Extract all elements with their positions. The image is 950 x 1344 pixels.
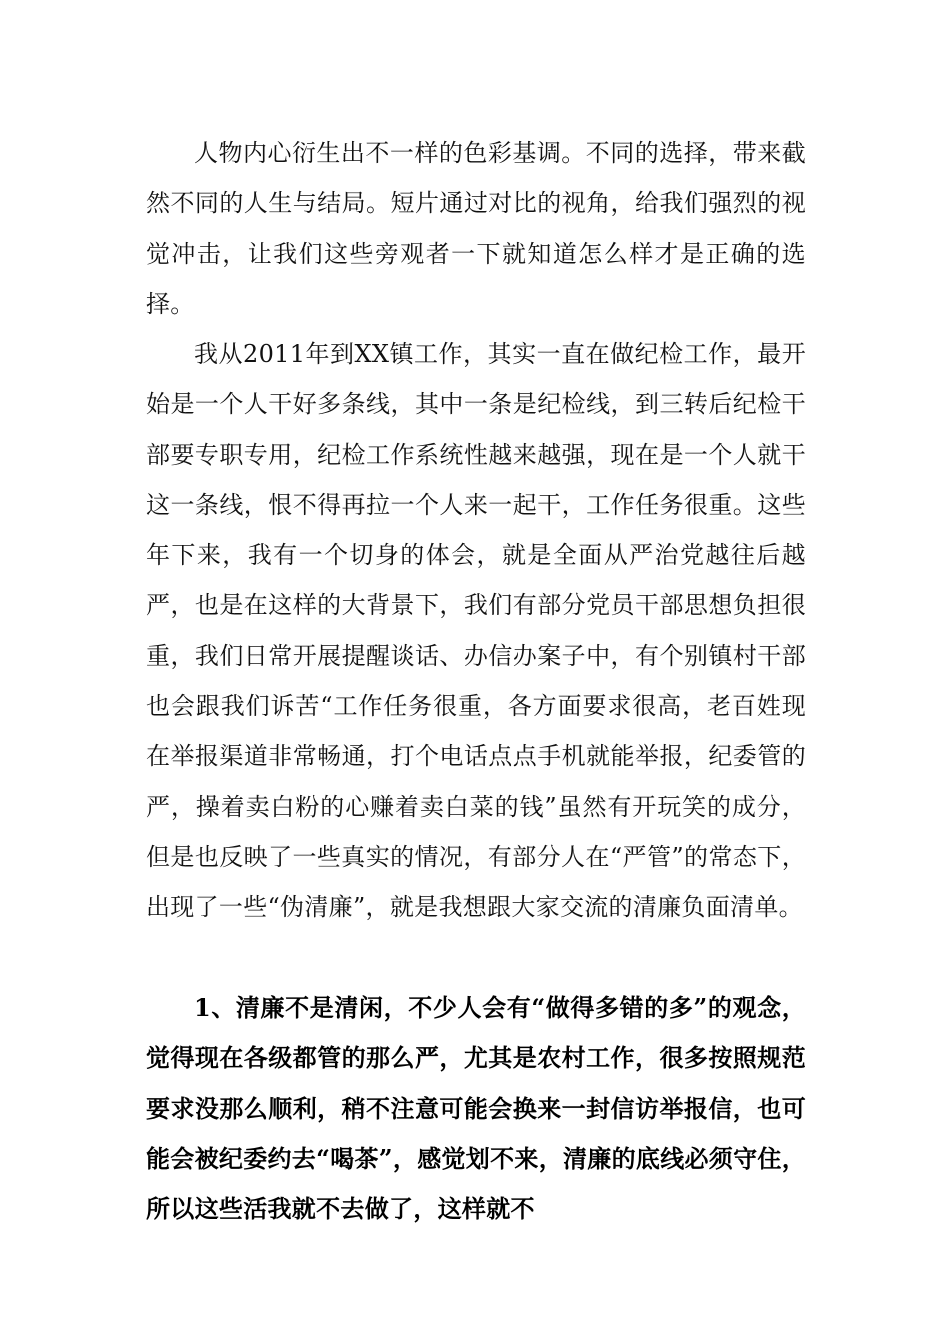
body-paragraph-1: 人物内心衍生出不一样的色彩基调。不同的选择，带来截然不同的人生与结局。短片通过对比的视角，给我们强烈的视觉冲击，让我们这些旁观者一下就知道怎么样才是正确的选择。	[146, 139, 806, 318]
body-paragraph-2: 我从2011年到XX镇工作，其实一直在做纪检工作，最开始是一个人干好多条线，其中一条是纪检线，到三转后纪检干部要专职专用，纪检工作系统性越来越强，现在是一个人就干这一条线，恨不得再拉一个人来一起干，工作任务很重。这些年下来，我有一个切身的体会，就是全面从严治党越往后越严，也是在这样的大背景下，我们有部分党员干部思想负担很重，我们日常开展提醒谈话、办信办案子中，有个别镇村干部也会跟我们诉苦“工作任务很重，各方面要求很高，老百姓现在举报渠道非常畅通，打个电话点点手机就能举报，纪委管的严，操着卖白粉的心赚着卖白菜的钱”虽然有开玩笑的成分，但是也反映了一些真实的情况，有部分人在“严管”的常态下，出现了一些“伪清廉”，就是我想跟大家交流的清廉负面清单。	[146, 340, 806, 922]
bold-point-paragraph: 1、清廉不是清闲，不少人会有“做得多错的多”的观念，觉得现在各级都管的那么严，尤其是农村工作，很多按照规范要求没那么顺利，稍不注意可能会换来一封信访举报信，也可能会被纪委约去“喝茶”，感觉划不来，清廉的底线必须守住，所以这些活我就不去做了，这样就不	[146, 993, 807, 1224]
